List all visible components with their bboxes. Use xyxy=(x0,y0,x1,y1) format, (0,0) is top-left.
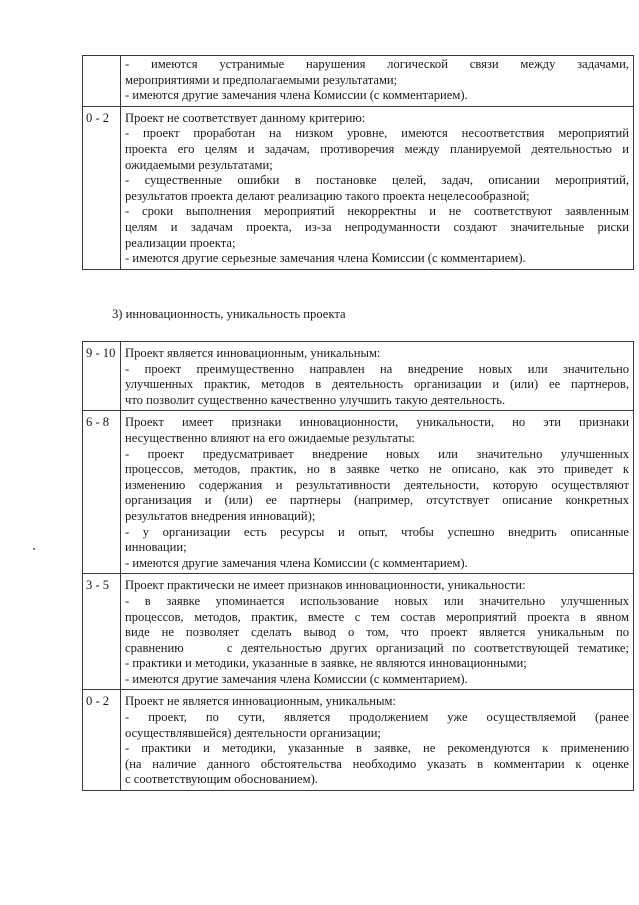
criteria-cell xyxy=(121,106,634,269)
scan-speck xyxy=(33,548,35,550)
table-row xyxy=(83,411,634,574)
score-cell: 9 - 10 xyxy=(83,342,121,411)
criteria-table-top xyxy=(82,55,634,270)
text-line: - имеются другие замечания члена Комиссии (с комментарием). xyxy=(125,88,468,103)
table-row xyxy=(83,56,634,107)
text-line: - в заявке упоминается использование новых или значительно улучшенных xyxy=(125,593,629,608)
text-line: - практики и методики, указанные в заявке, не являются инновационными; xyxy=(125,656,527,671)
criteria-cell xyxy=(121,574,634,690)
section-heading: 3) инновационность, уникальность проекта xyxy=(112,307,346,321)
text-line: результатов внедрения инноваций); xyxy=(125,508,316,523)
text-line: - проект проработан на низком уровне, имеются несоответствия мероприятий xyxy=(125,126,629,141)
text-line: - существенные ошибки в постановке целей, задач, описании мероприятий, xyxy=(125,173,629,188)
text-line: процессов, методов, практик, но в заявке четко не описано, как это приведет к xyxy=(125,462,629,477)
text-line: процессов, методов, практик, вместе с тем состав мероприятий проекта в явном xyxy=(125,609,629,624)
text-line: с соответствующим обоснованием). xyxy=(125,772,318,787)
text-line: - имеются другие замечания члена Комиссии (с комментарием). xyxy=(125,671,468,686)
score-cell: 0 - 2 xyxy=(83,690,121,791)
text-line: - имеются другие серьезные замечания члена Комиссии (с комментарием). xyxy=(125,251,526,266)
text-line: организация и (или) ее партнеры (например, отсутствует описание конкретных xyxy=(125,493,629,508)
table-row xyxy=(83,690,634,791)
text-line: - сроки выполнения мероприятий некорректны и не соответствуют заявленным xyxy=(125,204,629,219)
criteria-cell xyxy=(121,411,634,574)
text-line: изменению содержания и результативности деятельности, которую осуществляют xyxy=(125,477,629,492)
text-line: Проект имеет признаки инновационности, уникальности, но эти признаки xyxy=(125,415,629,430)
text-line: (на наличие данного обстоятельства необходимо указать в комментарии к оценке xyxy=(125,756,629,771)
text-line: целям и задачам проекта, из-за непродуманности создают значительные риски xyxy=(125,219,629,234)
table-row xyxy=(83,574,634,690)
text-line: инновации; xyxy=(125,540,187,555)
score-cell: 6 - 8 xyxy=(83,411,121,574)
text-line: Проект не соответствует данному критерию: xyxy=(125,110,366,125)
score-cell: 3 - 5 xyxy=(83,574,121,690)
table-row xyxy=(83,106,634,269)
score-cell xyxy=(83,56,121,107)
text-line: - имеются устранимые нарушения логической связи между задачами, xyxy=(125,57,629,71)
text-line: Проект является инновационным, уникальным: xyxy=(125,346,381,360)
text-line: - у организации есть ресурсы и опыт, чтобы успешно внедрить описанные xyxy=(125,524,629,539)
text-line: реализации проекта; xyxy=(125,235,236,250)
criteria-cell xyxy=(121,56,634,107)
text-line: мероприятиями и предполагаемыми результатами; xyxy=(125,72,398,87)
text-line: - практики и методики, указанные в заявке, не рекомендуются к применению xyxy=(125,741,629,756)
text-line: сравнению с деятельностью других организаций по соответствующей тематике; xyxy=(125,640,629,655)
criteria-table-innovation xyxy=(82,341,634,791)
text-line: - проект предусматривает внедрение новых или значительно улучшенных xyxy=(125,446,629,461)
text-line: улучшенных практик, методов в деятельность организации и (или) ее партнеров, xyxy=(125,377,629,392)
text-line: - проект преимущественно направлен на внедрение новых или значительно xyxy=(125,361,629,376)
text-line: Проект не является инновационным, уникальным: xyxy=(125,694,396,709)
text-line: виде не позволяет сделать вывод о том, что проект является уникальным по xyxy=(125,625,629,640)
table-row xyxy=(83,342,634,411)
text-line: - имеются другие замечания члена Комиссии (с комментарием). xyxy=(125,555,468,570)
text-line: результатов проекта делают реализацию такого проекта нецелесообразной; xyxy=(125,188,530,203)
text-line: несущественно влияют на его ожидаемые результаты: xyxy=(125,430,415,445)
text-line: проекта его целям и задачам, противоречия между планируемой деятельностью и xyxy=(125,141,629,156)
criteria-cell xyxy=(121,342,634,411)
text-line: Проект практически не имеет признаков инновационности, уникальности: xyxy=(125,578,526,593)
text-line: что позволит существенно качественно улучшить такую деятельность. xyxy=(125,392,506,407)
text-line: осуществлявшейся) деятельности организации; xyxy=(125,725,381,740)
text-line: - проект, по сути, является продолжением уже осуществляемой (ранее xyxy=(125,710,629,725)
criteria-cell xyxy=(121,690,634,791)
text-line: ожидаемыми результатами; xyxy=(125,157,273,172)
score-cell: 0 - 2 xyxy=(83,106,121,269)
